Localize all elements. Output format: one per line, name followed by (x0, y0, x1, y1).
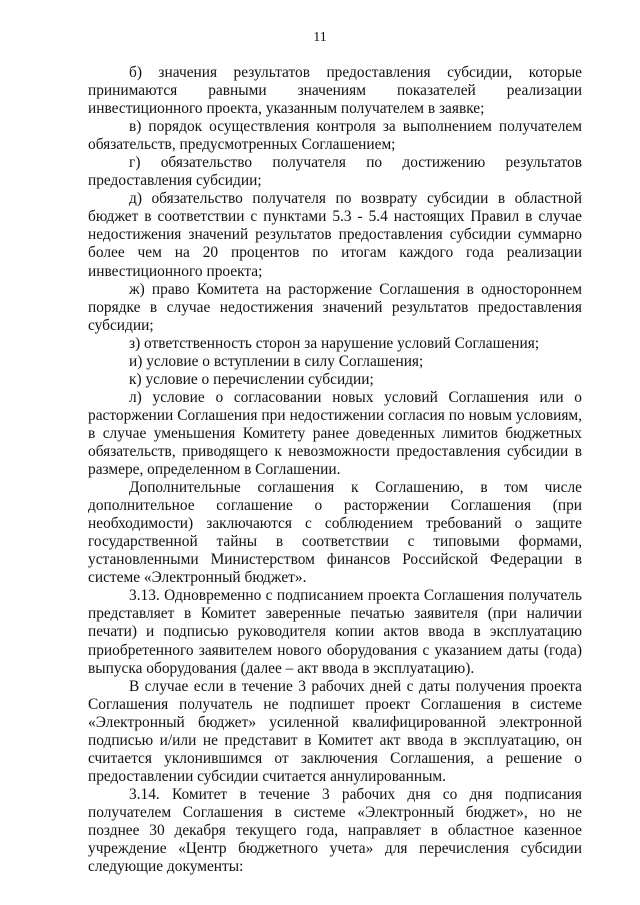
page-number: 11 (313, 30, 327, 45)
paragraph-i: и) условие о вступлении в силу Соглашения; (129, 352, 424, 370)
paragraph-3-13-evasion: В случае если в течение 3 рабочих дней с даты получения проекта Соглашения получатель не подпишет проект Соглашения в системе «Электронный бюджет» усиленной квалифицированной электронной подписью и/или не представит в Комитет акт ввода в эксплуатацию, он считается уклонившимся от заключения Соглашения, а решение о предоставлении субсидии считается аннулированным. (88, 677, 582, 785)
paragraph-3-13: 3.13. Одновременно с подписанием проекта Соглашения получатель представляет в Комитет заверенные печатью заявителя (при наличии печати) и подписью руководителя копии актов ввода в эксплуатацию приобретенного заявителем нового оборудования с указанием даты (года) выпуска оборудования (далее – акт ввода в эксплуатацию). (88, 587, 582, 677)
paragraph-l: л) условие о согласовании новых условий Соглашения или о расторжении Соглашения при недостижении согласия по новым условиям, в случае уменьшения Комитету ранее доведенных лимитов бюджетных обязательств, приводящего к невозможности предоставления субсидии в размере, определенном в Соглашении. (88, 388, 582, 479)
paragraph-b: б) значения результатов предоставления субсидии, которые принимаются равными значениям показателей реализации инвестиционного проекта, указанным получателем в заявке; (88, 64, 582, 118)
paragraph-v: в) порядок осуществления контроля за выполнением получателем обязательств, предусмотренных Соглашением; (88, 118, 582, 154)
document-body (88, 64, 582, 876)
paragraph-additional-agreements: Дополнительные соглашения к Соглашению, в том числе дополнительное соглашение о расторжении Соглашения (при необходимости) заключаются с соблюдением требований о защите государственной тайны в соответствии с типовыми формами, установленными Министерством финансов Российской Федерации в системе «Электронный бюджет». (88, 479, 582, 587)
paragraph-k: к) условие о перечислении субсидии; (129, 370, 374, 388)
paragraph-zh: ж) право Комитета на расторжение Соглашения в одностороннем порядке в случае недостижения значений результатов предоставления субсидии; (88, 280, 582, 334)
paragraph-3-14: 3.14. Комитет в течение 3 рабочих дня со дня подписания получателем Соглашения в системе «Электронный бюджет», но не позднее 30 декабря текущего года, направляет в областное казенное учреждение «Центр бюджетного учета» для перечисления субсидии следующие документы: (88, 785, 582, 876)
paragraph-g: г) обязательство получателя по достижению результатов предоставления субсидии; (88, 154, 582, 190)
paragraph-d: д) обязательство получателя по возврату субсидии в областной бюджет в соответствии с пунктами 5.3 - 5.4 настоящих Правил в случае недостижения значений результатов предоставления субсидии суммарно более чем на 20 процентов по итогам каждого года реализации инвестиционного проекта; (88, 190, 582, 280)
paragraph-z: з) ответственность сторон за нарушение условий Соглашения; (129, 334, 540, 352)
